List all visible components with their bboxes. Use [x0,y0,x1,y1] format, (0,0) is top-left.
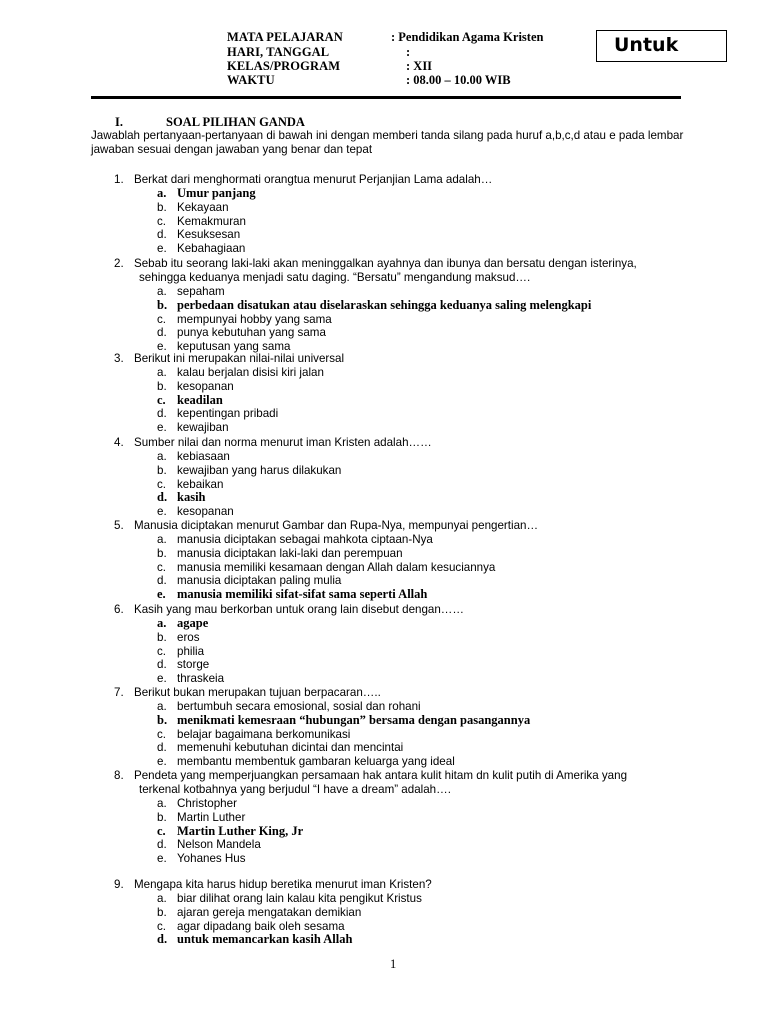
option-letter: c. [157,823,166,838]
question-text: Kasih yang mau berkorban untuk orang lain disebut dengan…… [134,603,464,616]
option-text: kebaikan [177,477,224,491]
question-number: 6. [114,603,124,616]
option-letter: a. [157,892,167,905]
question-number: 7. [114,686,124,699]
stamp-box: Untuk [596,30,727,62]
answer-option [0,285,768,299]
option-letter: c. [157,560,167,574]
question-item [0,686,768,769]
question-number: 4. [114,436,124,449]
question-stem [0,603,768,617]
option-text: manusia memiliki sifat-sifat sama seperti Allah [177,587,428,602]
header-label: WAKTU [227,73,275,87]
option-text: manusia memiliki kesamaan dengan Allah dalam kesuciannya [177,560,496,574]
header-value: : 08.00 – 10.00 WIB [406,73,511,87]
option-text: agape [177,616,209,630]
option-text: untuk memancarkan kasih Allah [177,932,353,947]
answer-option [0,920,768,934]
question-number: 1. [114,173,124,186]
option-text: Nelson Mandela [177,838,261,852]
question-text-continued [0,783,768,797]
header-divider [91,96,681,99]
answer-option [0,380,768,394]
option-text: Martin Luther King, Jr [177,823,304,838]
question-stem [0,878,768,892]
question-text-line: sehingga keduanya menjadi satu daging. “Bersatu” mengandung maksud…. [139,271,531,284]
option-text: kesopanan [177,505,234,519]
option-text: kewajiban [177,421,229,435]
option-letter: d. [157,741,167,755]
question-text: Berkat dari menghormati orangtua menurut Perjanjian Lama adalah… [134,173,493,186]
answer-option [0,228,768,242]
answer-option [0,755,768,769]
answer-option [0,533,768,547]
answer-option [0,906,768,920]
option-letter: e. [157,755,167,769]
header-value: : Pendidikan Agama Kristen [391,30,544,44]
answer-option-correct [0,825,768,839]
answer-option [0,645,768,659]
answer-option-correct [0,491,768,505]
option-text: belajar bagaimana berkomunikasi [177,727,351,741]
answer-option [0,631,768,645]
option-letter: d. [157,574,167,588]
answer-option-correct [0,714,768,728]
answer-option-correct [0,299,768,313]
answer-option-correct [0,933,768,947]
question-number: 5. [114,519,124,532]
answer-option [0,407,768,421]
option-text: kalau berjalan disisi kiri jalan [177,366,324,379]
answer-option [0,852,768,866]
option-text: manusia diciptakan sebagai mahkota ciptaan-Nya [177,533,433,546]
answer-option [0,574,768,588]
question-text: Sebab itu seorang laki-laki akan meninggalkan ayahnya dan ibunya dan bersatu dengan isterinya, [134,257,637,270]
option-text: bertumbuh secara emosional, sosial dan rohani [177,700,421,713]
answer-option [0,658,768,672]
header-label: KELAS/PROGRAM [227,59,341,73]
option-text: punya kebutuhan yang sama [177,326,326,340]
answer-option [0,672,768,686]
option-text: ajaran gereja mengatakan demikian [177,905,362,919]
header-value: : [406,45,411,59]
option-letter: e. [157,340,167,354]
answer-option [0,242,768,256]
option-text: perbedaan disatukan atau diselaraskan sehingga keduanya saling melengkapi [177,297,592,312]
option-text: kewajiban yang harus dilakukan [177,463,342,477]
option-letter: e. [157,587,166,602]
option-letter: a. [157,797,167,810]
answer-option [0,464,768,478]
option-text: Kemakmuran [177,214,246,228]
option-text: keadilan [177,392,223,407]
answer-option [0,547,768,561]
option-letter: c. [157,727,167,741]
answer-option [0,797,768,811]
option-letter: e. [157,672,167,686]
option-letter: d. [157,658,167,672]
answer-option [0,478,768,492]
answer-option [0,838,768,852]
header-value: : XII [406,59,433,73]
option-text: Kesuksesan [177,228,241,242]
option-text: Yohanes Hus [177,852,246,866]
option-letter: a. [157,616,167,630]
answer-option [0,313,768,327]
option-text: kebiasaan [177,450,230,463]
option-letter: d. [157,326,167,340]
option-letter: d. [157,932,168,947]
option-letter: a. [157,285,167,298]
question-number: 8. [114,769,124,782]
question-item [0,878,768,947]
option-letter: e. [157,852,167,866]
option-letter: a. [157,450,167,463]
option-text: Kekayaan [177,200,229,214]
answer-option [0,728,768,742]
question-text: Berikut ini merupakan nilai-nilai universal [134,352,345,365]
question-stem [0,436,768,450]
page-number: 1 [390,957,397,971]
option-letter: b. [157,630,167,644]
instruction-text: Jawablah pertanyaan-pertanyaan di bawah ini dengan memberi tanda silang pada huruf a,b,c,d atau e pada lembar jawaban sesuai dengan jawaban yang benar dan tepat [91,129,684,156]
answer-option [0,505,768,519]
option-letter: b. [157,379,167,393]
question-item [0,173,768,256]
option-letter: b. [157,200,167,214]
option-text: memenuhi kebutuhan dicintai dan mencintai [177,741,404,755]
option-letter: d. [157,490,168,505]
option-letter: a. [157,186,167,200]
answer-option [0,811,768,825]
option-text: agar dipadang baik oleh sesama [177,919,345,933]
question-text-line: terkenal kotbahnya yang berjudul “I have a dream” adalah…. [139,783,451,796]
question-stem [0,257,768,271]
question-number: 2. [114,257,124,270]
option-text: biar dilihat orang lain kalau kita pengikut Kristus [177,892,422,905]
option-text: Christopher [177,797,237,810]
question-stem [0,769,768,783]
answer-option [0,326,768,340]
question-text: Mengapa kita harus hidup beretika menurut iman Kristen? [134,878,432,891]
question-stem [0,173,768,187]
question-number: 9. [114,878,124,891]
answer-option-correct [0,617,768,631]
option-text: menikmati kemesraan “hubungan” bersama dengan pasangannya [177,712,531,727]
question-text-continued [0,271,768,285]
answer-option [0,561,768,575]
question-text: Berikut bukan merupakan tujuan berpacaran….. [134,686,381,699]
answer-option [0,366,768,380]
question-item [0,603,768,686]
option-letter: c. [157,214,167,228]
option-letter: c. [157,644,167,658]
answer-option [0,741,768,755]
answer-option [0,215,768,229]
option-text: kesopanan [177,379,234,393]
option-letter: c. [157,392,166,407]
answer-option [0,450,768,464]
option-letter: c. [157,919,167,933]
question-stem [0,686,768,700]
option-letter: c. [157,312,167,326]
option-letter: e. [157,421,167,435]
question-item [0,769,768,866]
question-text: Pendeta yang memperjuangkan persamaan hak antara kulit hitam dn kulit putih di Amerika yang [134,769,628,782]
option-letter: e. [157,505,167,519]
option-letter: b. [157,463,167,477]
option-text: kepentingan pribadi [177,407,279,421]
option-letter: c. [157,477,167,491]
option-letter: a. [157,366,167,379]
option-text: storge [177,658,210,672]
answer-option-correct [0,394,768,408]
option-letter: d. [157,838,167,852]
answer-option [0,700,768,714]
question-item [0,519,768,602]
option-letter: a. [157,700,167,713]
question-stem [0,519,768,533]
answer-option [0,201,768,215]
option-text: mempunyai hobby yang sama [177,312,332,326]
option-text: Martin Luther [177,810,246,824]
question-number: 3. [114,352,124,365]
option-letter: b. [157,905,167,919]
option-text: keputusan yang sama [177,340,291,354]
answer-option-correct [0,187,768,201]
option-text: eros [177,630,200,644]
question-item [0,352,768,435]
option-letter: d. [157,407,167,421]
section-title: SOAL PILIHAN GANDA [166,115,305,129]
option-text: manusia diciptakan paling mulia [177,574,342,588]
option-letter: b. [157,810,167,824]
answer-option-correct [0,588,768,602]
option-text: kasih [177,490,206,505]
option-text: sepaham [177,285,225,298]
question-item [0,257,768,354]
option-letter: b. [157,297,168,312]
question-text: Sumber nilai dan norma menurut iman Kristen adalah…… [134,436,432,449]
option-text: manusia diciptakan laki-laki dan perempuan [177,546,403,560]
question-text: Manusia diciptakan menurut Gambar dan Rupa-Nya, mempunyai pengertian… [134,519,539,532]
option-letter: a. [157,533,167,546]
header-label: MATA PELAJARAN [227,30,343,44]
section-number: I. [115,115,123,129]
question-stem [0,352,768,366]
answer-option [0,421,768,435]
option-letter: b. [157,712,168,727]
option-letter: b. [157,546,167,560]
option-text: membantu membentuk gambaran keluarga yang ideal [177,755,455,769]
option-text: thraskeia [177,672,225,686]
option-letter: d. [157,228,167,242]
answer-option [0,892,768,906]
header-label: HARI, TANGGAL [227,45,330,59]
option-text: Kebahagiaan [177,242,246,256]
option-text: philia [177,644,205,658]
option-text: Umur panjang [177,186,256,200]
question-item [0,436,768,519]
option-letter: e. [157,242,167,256]
